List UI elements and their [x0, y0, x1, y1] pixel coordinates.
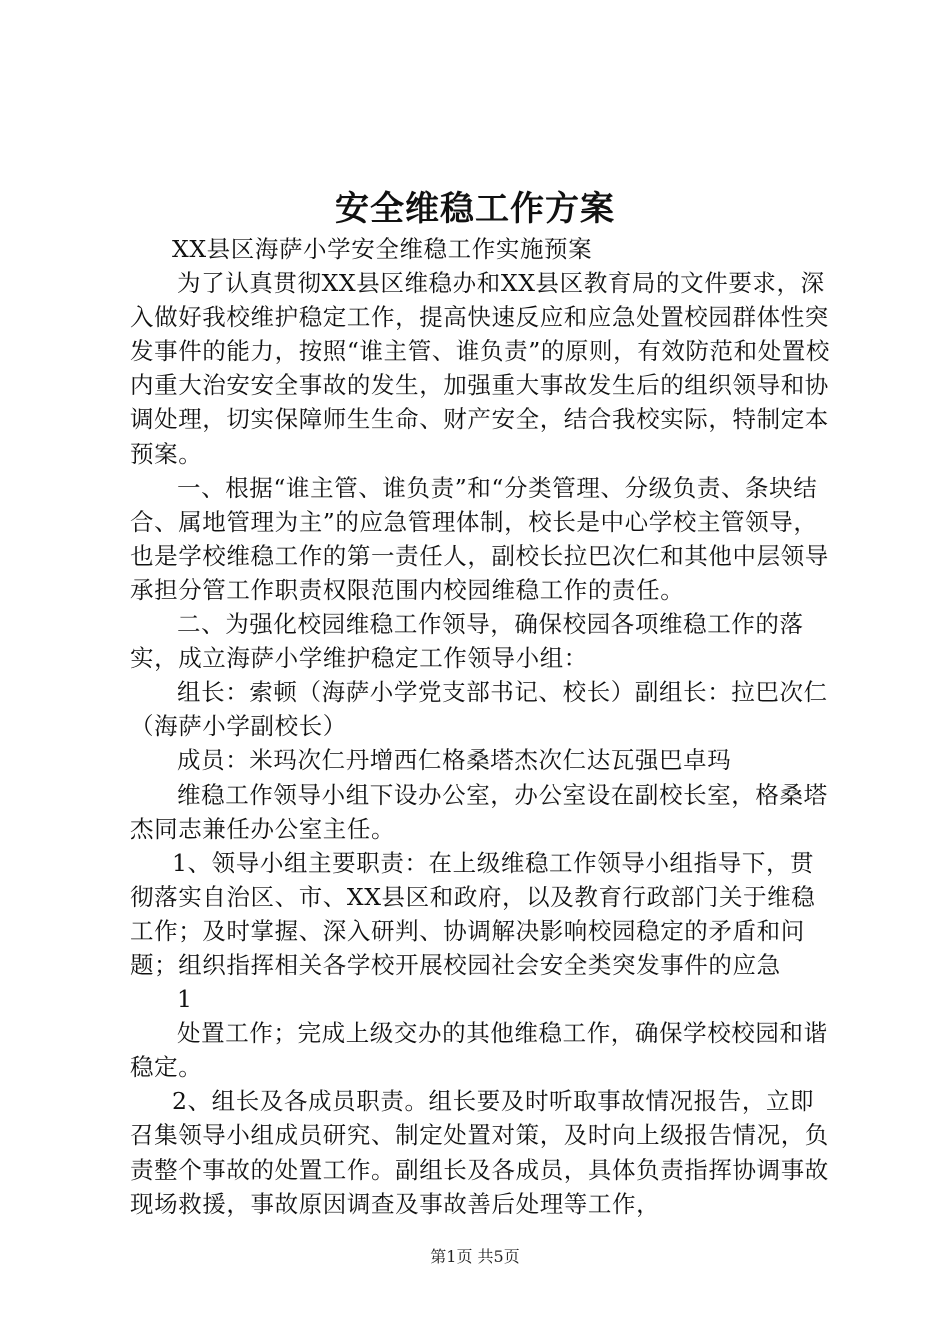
- paragraph-duties-continued: 处置工作；完成上级交办的其他维稳工作，确保学校校园和谐稳定。: [130, 1019, 828, 1082]
- paragraph-team-leader: 组长：索顿（海萨小学党支部书记、校长）副组长：拉巴次仁（海萨小学副校长）: [130, 678, 828, 741]
- paragraph-duties-two: 2、组长及各成员职责。组长要及时听取事故情况报告，立即召集领导小组成员研究、制定处置对策，及时向上级报告情况，负责整个事故的处置工作。副组长及各成员，具体负责指挥协调事故现场救援，事故原因调查及事故善后处理等工作，: [130, 1087, 829, 1218]
- inline-page-number: 1: [177, 985, 193, 1014]
- paragraph-intro: 为了认真贯彻XX县区维稳办和XX县区教育局的文件要求，深入做好我校维护稳定工作，提高快速反应和应急处置校园群体性突发事件的能力，按照“谁主管、谁负责”的原则，有效防范和处置校内重大治安安全事故的发生，加强重大事故发生后的组织领导和协调处理，切实保障师生生命、财产安全，结合我校实际，特制定本预案。: [130, 269, 831, 468]
- paragraph-office: 维稳工作领导小组下设办公室，办公室设在副校长室，格桑塔杰同志兼任办公室主任。: [130, 780, 828, 843]
- document-subtitle: XX县区海萨小学安全维稳工作实施预案: [172, 235, 593, 263]
- paragraph-section-two: 二、为强化校园维稳工作领导，确保校园各项维稳工作的落实，成立海萨小学维护稳定工作领导小组：: [130, 610, 804, 673]
- paragraph-team-members: 成员：米玛次仁丹增西仁格桑塔杰次仁达瓦强巴卓玛: [177, 746, 732, 775]
- document-body: [130, 232, 835, 1221]
- paragraph-section-one: 一、根据“谁主管、谁负责”和“分类管理、分级负责、条块结合、属地管理为主”的应急管理体制，校长是中心学校主管领导，也是学校维稳工作的第一责任人，副校长拉巴次仁和其他中层领导承担分管工作职责权限范围内校园维稳工作的责任。: [130, 473, 829, 604]
- document-title: 安全维稳工作方案: [335, 189, 615, 229]
- paragraph-duties-one: 1、领导小组主要职责：在上级维稳工作领导小组指导下，贯彻落实自治区、市、XX县区和政府，以及教育行政部门关于维稳工作；及时掌握、深入研判、协调解决影响校园稳定的矛盾和问题；组织指挥相关各学校开展校园社会安全类突发事件的应急: [130, 848, 816, 979]
- page-footer: 第1页 共5页: [430, 1247, 520, 1266]
